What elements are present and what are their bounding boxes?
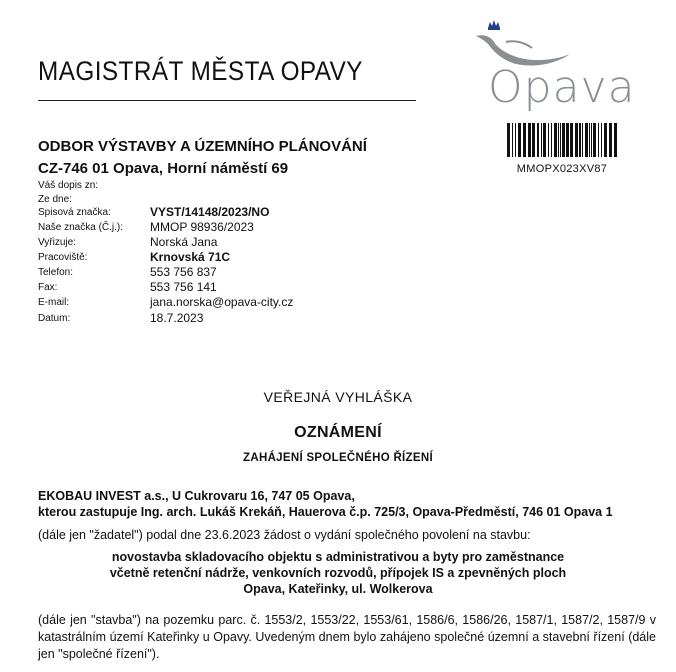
barcode-bar: [523, 123, 526, 157]
meta-label: Váš dopis zn:: [38, 180, 99, 191]
barcode-bar: [543, 123, 546, 157]
barcode-bar: [604, 123, 607, 157]
meta-value: jana.norska@opava-city.cz: [150, 295, 294, 309]
meta-label: Spisová značka:: [38, 207, 111, 218]
meta-label: E-mail:: [38, 297, 70, 308]
meta-value: VYST/14148/2023/NO: [150, 205, 270, 219]
barcode-bar: [558, 123, 559, 157]
meta-row-datum: [38, 311, 368, 327]
barcode-bar: [518, 123, 521, 157]
meta-label: Telefon:: [38, 267, 74, 278]
applicant-line-2: kterou zastupuje Ing. arch. Lukáš Krekáň, Hauerova č.p. 725/3, Opava-Předměstí, 746 01 Opava 1: [38, 505, 613, 519]
applicant-line-1: EKOBAU INVEST a.s., U Cukrovaru 16, 747 05 Opava,: [38, 489, 355, 503]
meta-value: MMOP 98936/2023: [150, 220, 254, 234]
barcode-bar: [593, 123, 596, 157]
barcode-bar: [570, 123, 573, 157]
meta-label: Ze dne:: [38, 194, 72, 205]
barcode-bar: [551, 123, 552, 157]
barcode-code: MMOPX023XV87: [516, 163, 608, 175]
barcode-bar: [601, 123, 602, 157]
office-title: MAGISTRÁT MĚSTA OPAVY: [38, 56, 363, 86]
barcode-bar: [589, 123, 590, 157]
meta-row-pracoviste: [38, 250, 368, 266]
barcode-bar: [609, 123, 612, 157]
barcode-bar: [541, 123, 542, 157]
barcode-bar: [614, 123, 617, 157]
barcode-bar: [591, 123, 592, 157]
opava-logo-icon: [470, 14, 640, 126]
barcode: [506, 123, 618, 159]
intro-text: (dále jen "žadatel") podal dne 23.6.2023 žádost o vydání společného povolení na stavbu:: [38, 528, 531, 542]
meta-row-fax: [38, 280, 368, 296]
meta-row-nase-znacka: [38, 220, 368, 236]
project-line-1: novostavba skladovacího objektu s administrativou a byty pro zaměstnance: [111, 550, 565, 564]
barcode-bar: [598, 123, 599, 157]
barcode-bar: [560, 123, 561, 157]
barcode-bar: [528, 123, 531, 157]
barcode-bar: [512, 123, 513, 157]
meta-row-email: [38, 295, 368, 311]
meta-value: 553 756 837: [150, 265, 217, 279]
meta-value: Norská Jana: [150, 235, 218, 249]
barcode-bar: [575, 123, 578, 157]
body-paragraph: (dále jen "stavba") na pozemku parc. č. 1553/2, 1553/22, 1553/61, 1586/6, 1586/26, 1587/1, 1587/2, 1587/9 v katastrálním území Kateřinky u Opavy. Uvedeným dnem bylo zahájeno společné územní a stavební řízení (dále jen "společné řízení").: [38, 613, 656, 661]
barcode-bar: [507, 123, 510, 157]
barcode-bar: [579, 123, 581, 157]
meta-row-telefon: [38, 265, 368, 281]
project-line-3: Opava, Kateřinky, ul. Wolkerova: [243, 582, 433, 596]
project-line-2: včetně retenční nádrže, venkovních rozvodů, přípojek IS a zpevněných ploch: [109, 566, 567, 580]
barcode-bar: [562, 123, 565, 157]
barcode-bar: [566, 123, 569, 157]
notice-subheading: ZAHÁJENÍ SPOLEČNÉHO ŘÍZENÍ: [243, 452, 433, 464]
meta-value: Krnovská 71C: [150, 250, 231, 264]
barcode-bar: [532, 123, 535, 157]
meta-value: 18.7.2023: [150, 311, 204, 325]
meta-row-spisova-znacka: [38, 205, 368, 221]
meta-label: Pracoviště:: [38, 252, 88, 263]
opava-logo: [470, 14, 640, 126]
title-underline: [38, 100, 416, 101]
barcode-bar: [585, 123, 588, 157]
office-address: CZ-746 01 Opava, Horní náměstí 69: [38, 160, 289, 177]
notice-heading: OZNÁMENÍ: [294, 424, 382, 441]
department-name: ODBOR VÝSTAVBY A ÚZEMNÍHO PLÁNOVÁNÍ: [38, 138, 367, 155]
barcode-bar: [554, 123, 557, 157]
notice-type: VEŘEJNÁ VYHLÁŠKA: [263, 389, 413, 405]
meta-label: Fax:: [38, 282, 58, 293]
meta-row-vyrizuje: [38, 235, 368, 251]
barcode-icon: [506, 123, 618, 159]
logo-wordmark: Opava: [488, 62, 636, 113]
barcode-bar: [582, 123, 583, 157]
barcode-bar: [515, 123, 516, 157]
meta-label: Vyřizuje:: [38, 237, 76, 248]
meta-label: Naše značka (Č.j.):: [38, 222, 124, 233]
barcode-bar: [537, 123, 539, 157]
meta-value: 553 756 141: [150, 280, 217, 294]
meta-label: Datum:: [38, 313, 71, 324]
barcode-bar: [548, 123, 549, 157]
